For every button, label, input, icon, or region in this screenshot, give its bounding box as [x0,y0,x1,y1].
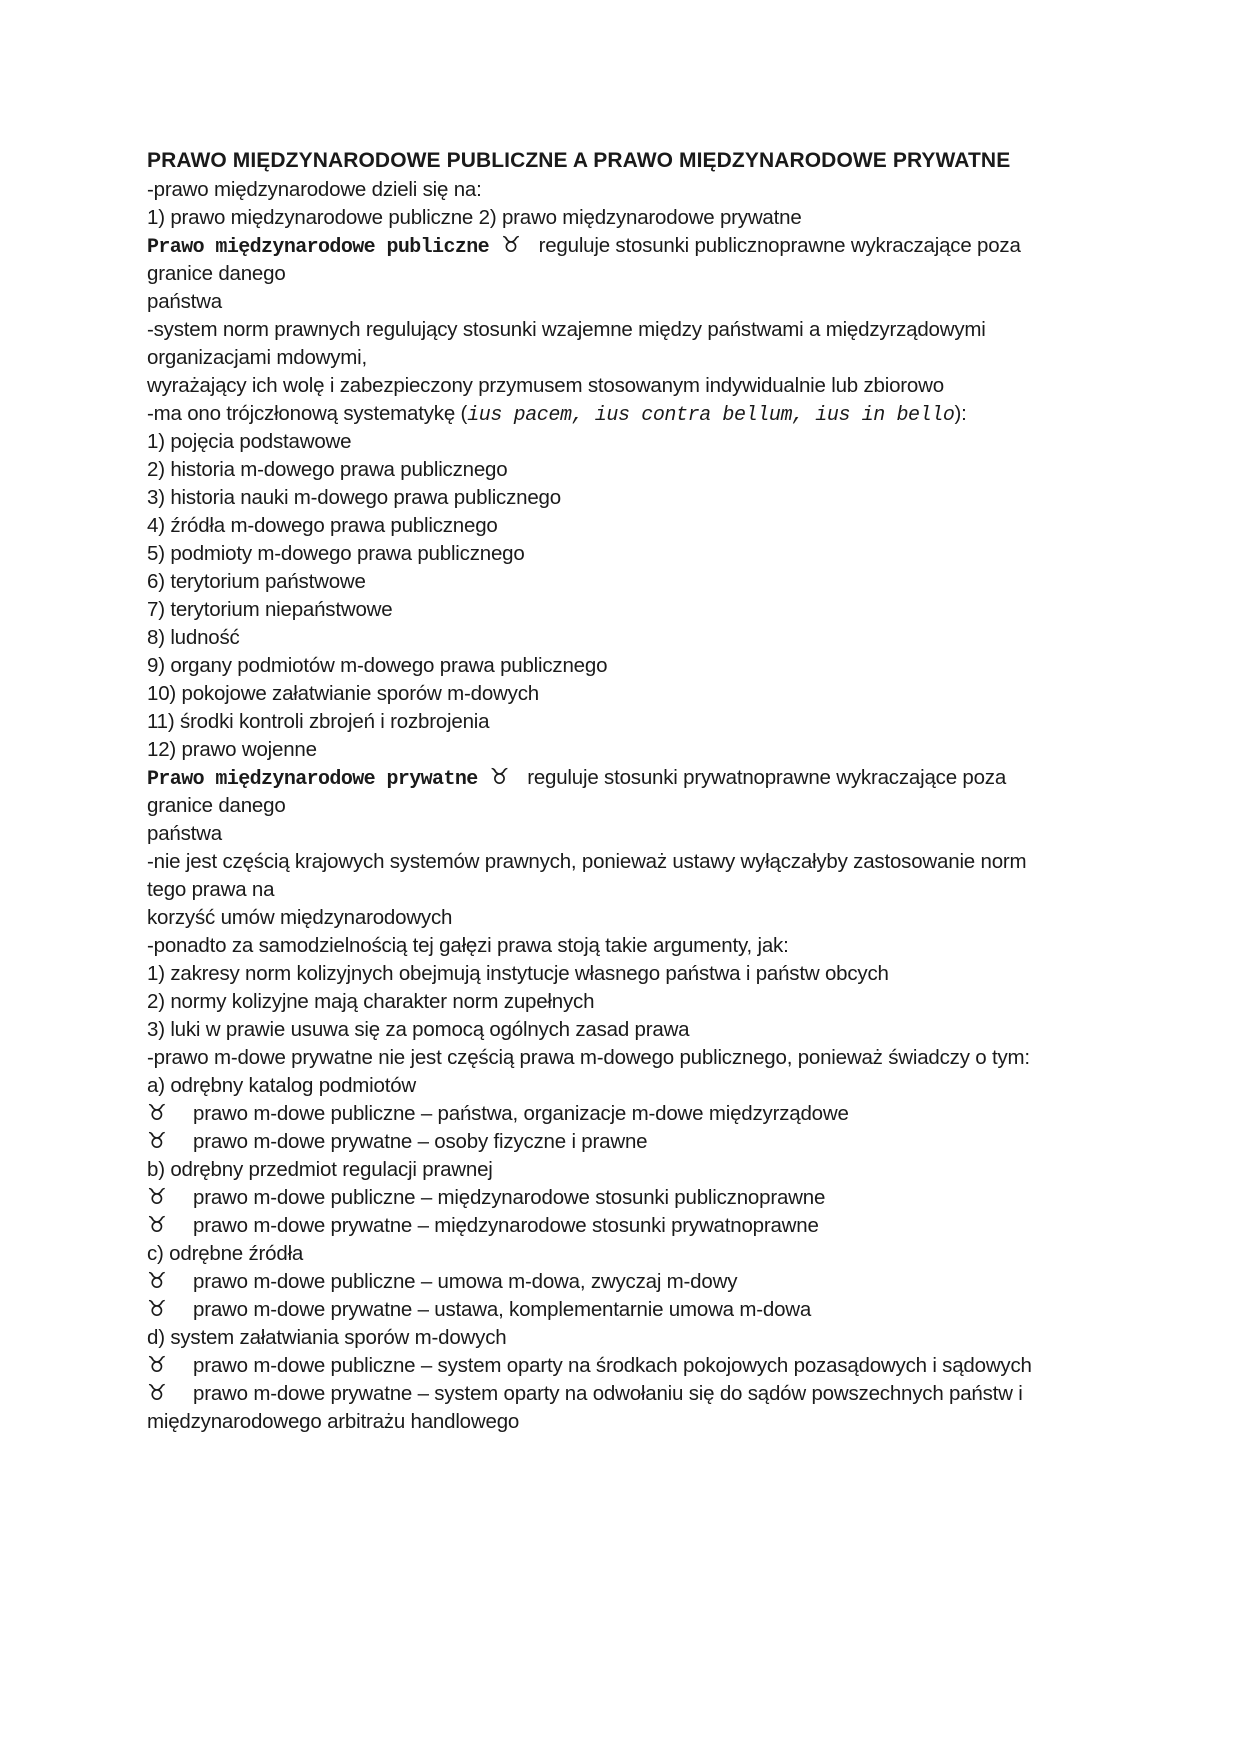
taurus-bullet-icon: ♉ [147,1269,167,1294]
comparison-heading: d) system załatwiania sporów m-dowych [147,1326,507,1349]
taurus-bullet-icon: ♉ [147,1101,167,1126]
comparison-item [147,1184,1107,1212]
comparison-heading: b) odrębny przedmiot regulacji prawnej [147,1158,493,1181]
taurus-bullet-icon: ♉ [147,1185,167,1210]
topic-item: 2) historia m-dowego prawa publicznego [147,458,508,481]
intro-line: 1) prawo międzynarodowe publiczne 2) prawo międzynarodowe prywatne [147,206,802,229]
topic-item: 10) pokojowe załatwianie sporów m-dowych [147,682,539,705]
topic-item: 9) organy podmiotów m-dowego prawa publicznego [147,654,608,677]
comparison-item [147,1352,1107,1380]
comparison-item-text: prawo m-dowe prywatne – osoby fizyczne i prawne [193,1130,648,1153]
topic-item: 3) historia nauki m-dowego prawa publicznego [147,486,561,509]
taurus-bullet-icon: ♉ [489,765,510,790]
topic-item: 5) podmioty m-dowego prawa publicznego [147,542,525,565]
text-line: państwa [147,822,222,845]
comparison-heading: c) odrębne źródła [147,1242,304,1265]
comparison-item [147,1296,1107,1324]
text-line: międzynarodowego arbitrażu handlowego [147,1410,520,1433]
comparison-item-text: prawo m-dowe publiczne – system oparty na środkach pokojowych pozasądowych i sądowych [193,1354,1032,1377]
topic-item: 7) terytorium niepaństwowe [147,598,393,621]
comparison-item-text: prawo m-dowe prywatne – ustawa, komplementarnie umowa m-dowa [193,1298,812,1321]
taurus-bullet-icon: ♉ [501,233,521,258]
topic-item: 8) ludność [147,626,240,649]
comparison-item [147,1268,1107,1296]
public-law-term: Prawo międzynarodowe publiczne [147,236,490,259]
taurus-bullet-icon: ♉ [147,1129,167,1154]
text-line: korzyść umów międzynarodowych [147,906,453,929]
systematics-suffix: ): [954,402,967,425]
topic-item: 6) terytorium państwowe [147,570,366,593]
private-law-definition-text: reguluje stosunki prywatnoprawne wykraczające poza [527,766,1007,789]
comparison-item-text: prawo m-dowe publiczne – państwa, organizacje m-dowe międzyrządowe [193,1102,849,1125]
topic-item: 4) źródła m-dowego prawa publicznego [147,514,498,537]
topic-item: 11) środki kontroli zbrojeń i rozbrojenia [147,710,490,733]
text-line: -system norm prawnych regulujący stosunki wzajemne między państwami a międzyrządowymi [147,318,986,341]
comparison-item [147,1380,1107,1408]
document-body [147,146,1107,1436]
public-law-definition [147,232,1107,260]
systematics-line [147,400,1107,428]
taurus-bullet-icon: ♉ [147,1381,167,1406]
comparison-item-text: prawo m-dowe prywatne – międzynarodowe stosunki prywatnoprawne [193,1214,819,1237]
private-law-term: Prawo międzynarodowe prywatne [147,768,478,791]
private-law-definition [147,764,1107,792]
comparison-item-text: prawo m-dowe prywatne – system oparty na odwołaniu się do sądów powszechnych państw i [193,1382,1023,1405]
topic-item: 1) pojęcia podstawowe [147,430,352,453]
text-line: -nie jest częścią krajowych systemów prawnych, ponieważ ustawy wyłączałyby zastosowanie norm [147,850,1027,873]
text-line: 3) luki w prawie usuwa się za pomocą ogólnych zasad prawa [147,1018,690,1041]
text-line: państwa [147,290,222,313]
comparison-item-text: prawo m-dowe publiczne – umowa m-dowa, zwyczaj m-dowy [193,1270,738,1293]
text-line: -prawo m-dowe prywatne nie jest częścią prawa m-dowego publicznego, ponieważ świadczy o tym: [147,1046,1030,1069]
comparison-item [147,1212,1107,1240]
systematics-prefix: -ma ono trójczłonową systematykę ( [147,402,468,425]
taurus-bullet-icon: ♉ [147,1213,167,1238]
text-line: granice danego [147,262,286,285]
intro-line: -prawo międzynarodowe dzieli się na: [147,178,482,201]
taurus-bullet-icon: ♉ [147,1353,167,1378]
document-title: PRAWO MIĘDZYNARODOWE PUBLICZNE A PRAWO MIĘDZYNARODOWE PRYWATNE [147,149,1011,172]
comparison-item-text: prawo m-dowe publiczne – międzynarodowe stosunki publicznoprawne [193,1186,826,1209]
text-line: tego prawa na [147,878,275,901]
taurus-bullet-icon: ♉ [147,1297,167,1322]
topic-item: 12) prawo wojenne [147,738,317,761]
comparison-item [147,1128,1107,1156]
text-line: organizacjami mdowymi, [147,346,368,369]
text-line: 1) zakresy norm kolizyjnych obejmują instytucje własnego państwa i państw obcych [147,962,889,985]
systematics-latin: ius pacem, ius contra bellum, ius in bello [467,404,955,427]
public-law-definition-text: reguluje stosunki publicznoprawne wykraczające poza [538,234,1021,257]
text-line: wyrażający ich wolę i zabezpieczony przymusem stosowanym indywidualnie lub zbiorowo [147,374,944,397]
text-line: granice danego [147,794,286,817]
text-line: -ponadto za samodzielnością tej gałęzi prawa stoją takie argumenty, jak: [147,934,789,957]
text-line: 2) normy kolizyjne mają charakter norm zupełnych [147,990,595,1013]
comparison-item [147,1100,1107,1128]
comparison-heading: a) odrębny katalog podmiotów [147,1074,417,1097]
